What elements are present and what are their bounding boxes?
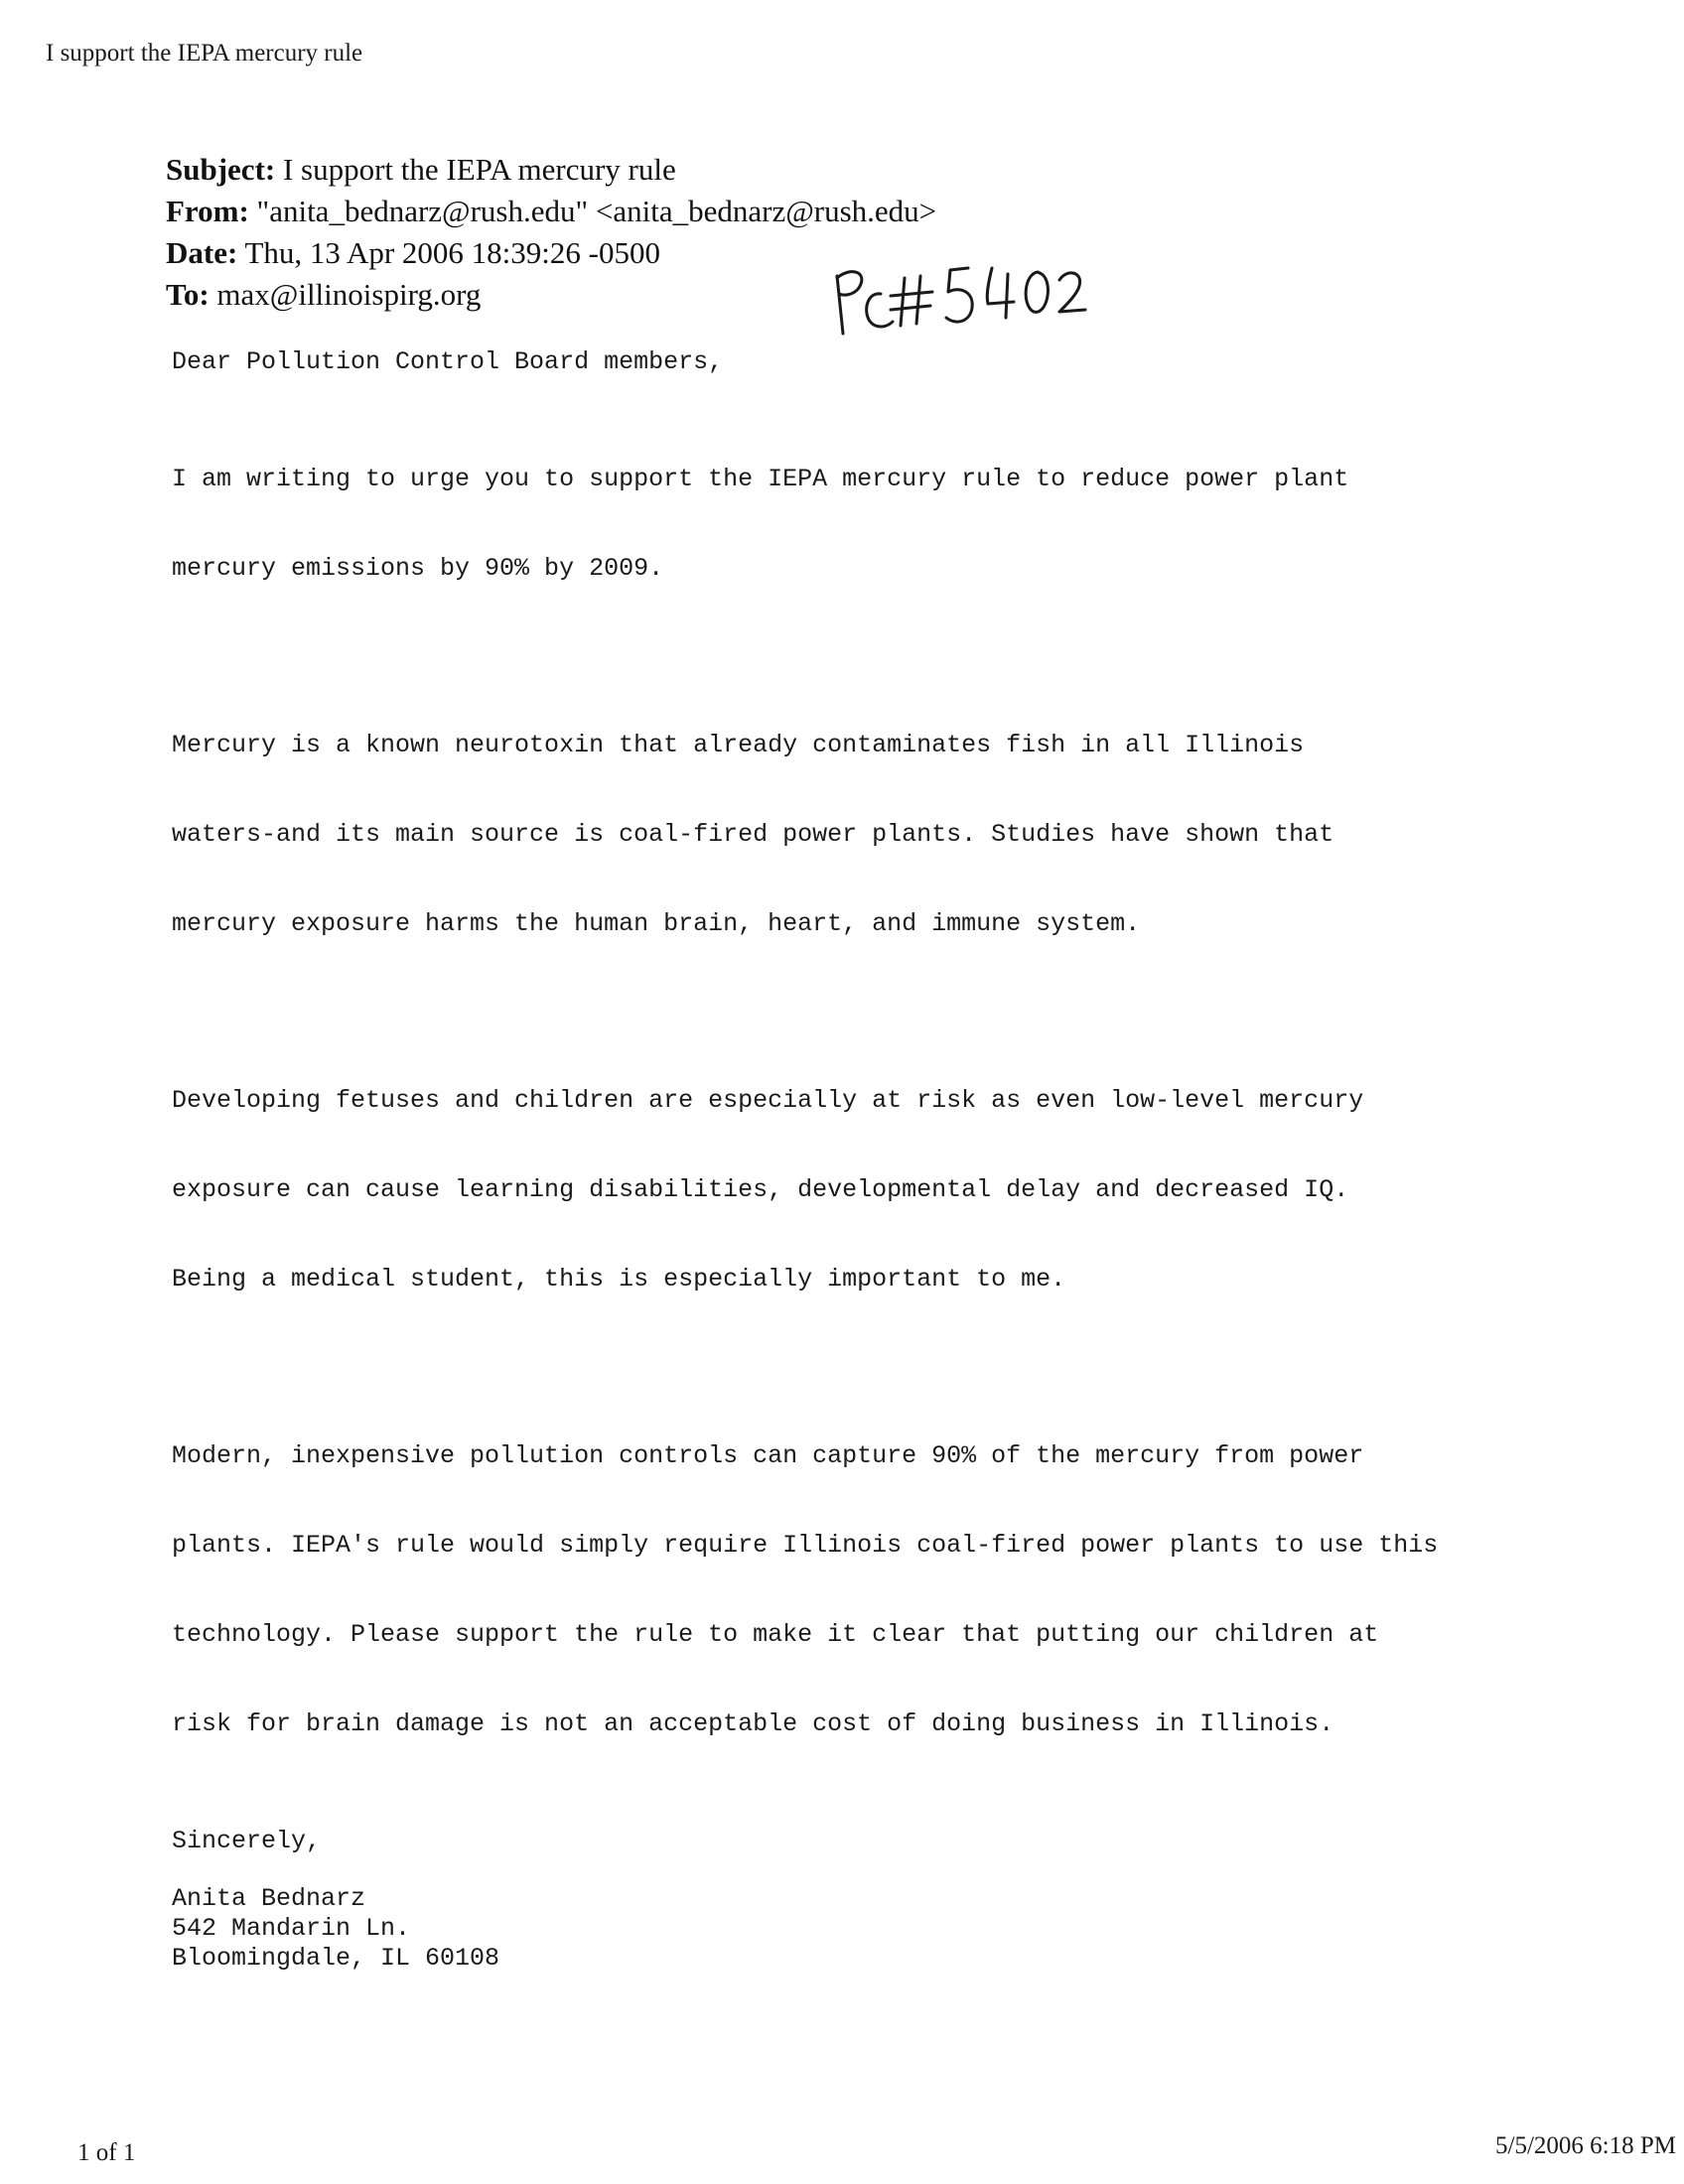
closing-line: Sincerely, bbox=[172, 1827, 322, 1855]
printed-timestamp: 5/5/2006 6:18 PM bbox=[1495, 2132, 1676, 2159]
page-number: 1 of 1 bbox=[77, 2139, 136, 2166]
paragraph-line: exposure can cause learning disabilities, developmental delay and decreased IQ. bbox=[172, 1175, 1349, 1204]
paragraph-line: Modern, inexpensive pollution controls can capture 90% of the mercury from power bbox=[172, 1441, 1364, 1470]
signature-name: Anita Bednarz bbox=[172, 1884, 366, 1913]
paragraph-2 bbox=[172, 671, 1582, 999]
date-row bbox=[166, 232, 936, 274]
subject-label: Subject: bbox=[166, 152, 276, 187]
paragraph-line: I am writing to urge you to support the IEPA mercury rule to reduce power plant bbox=[172, 465, 1349, 493]
date-label: Date: bbox=[166, 235, 238, 270]
to-value: max@illinoispirg.org bbox=[216, 277, 482, 312]
paragraph-1 bbox=[172, 405, 1582, 643]
paragraph-line: mercury exposure harms the human brain, heart, and immune system. bbox=[172, 909, 1141, 938]
email-header bbox=[166, 149, 936, 316]
signature-city: Bloomingdale, IL 60108 bbox=[172, 1944, 500, 1973]
date-value: Thu, 13 Apr 2006 18:39:26 -0500 bbox=[244, 235, 660, 270]
paragraph-3 bbox=[172, 1026, 1582, 1354]
from-value: "anita_bednarz@rush.edu" <anita_bednarz@rush.edu> bbox=[256, 194, 937, 228]
paragraph-line: plants. IEPA's rule would simply require Illinois coal-fired power plants to use this bbox=[172, 1531, 1439, 1560]
closing bbox=[172, 1827, 1582, 1856]
signature-block bbox=[172, 1884, 1582, 1974]
handwritten-stamp-graphic bbox=[829, 256, 1087, 345]
paragraph-line: technology. Please support the rule to make it clear that putting our children at bbox=[172, 1620, 1379, 1649]
from-label: From: bbox=[166, 194, 249, 228]
handwritten-stamp bbox=[829, 256, 1087, 345]
paragraph-line: Being a medical student, this is especially important to me. bbox=[172, 1265, 1066, 1294]
salutation-line: Dear Pollution Control Board members, bbox=[172, 347, 724, 376]
subject-row bbox=[166, 149, 936, 191]
salutation bbox=[172, 347, 1582, 377]
paragraph-line: waters-and its main source is coal-fired power plants. Studies have shown that bbox=[172, 820, 1334, 849]
email-body bbox=[172, 347, 1582, 1974]
paragraph-line: Developing fetuses and children are especially at risk as even low-level mercury bbox=[172, 1086, 1364, 1115]
paragraph-4 bbox=[172, 1382, 1582, 1799]
to-row bbox=[166, 274, 936, 316]
to-label: To: bbox=[166, 277, 210, 312]
subject-value: I support the IEPA mercury rule bbox=[282, 152, 676, 187]
paragraph-line: risk for brain damage is not an acceptable cost of doing business in Illinois. bbox=[172, 1709, 1334, 1738]
paragraph-line: mercury emissions by 90% by 2009. bbox=[172, 554, 664, 583]
paragraph-line: Mercury is a known neurotoxin that already contaminates fish in all Illinois bbox=[172, 731, 1305, 759]
page-title: I support the IEPA mercury rule bbox=[46, 40, 363, 67]
from-row bbox=[166, 191, 936, 232]
signature-street: 542 Mandarin Ln. bbox=[172, 1914, 411, 1943]
